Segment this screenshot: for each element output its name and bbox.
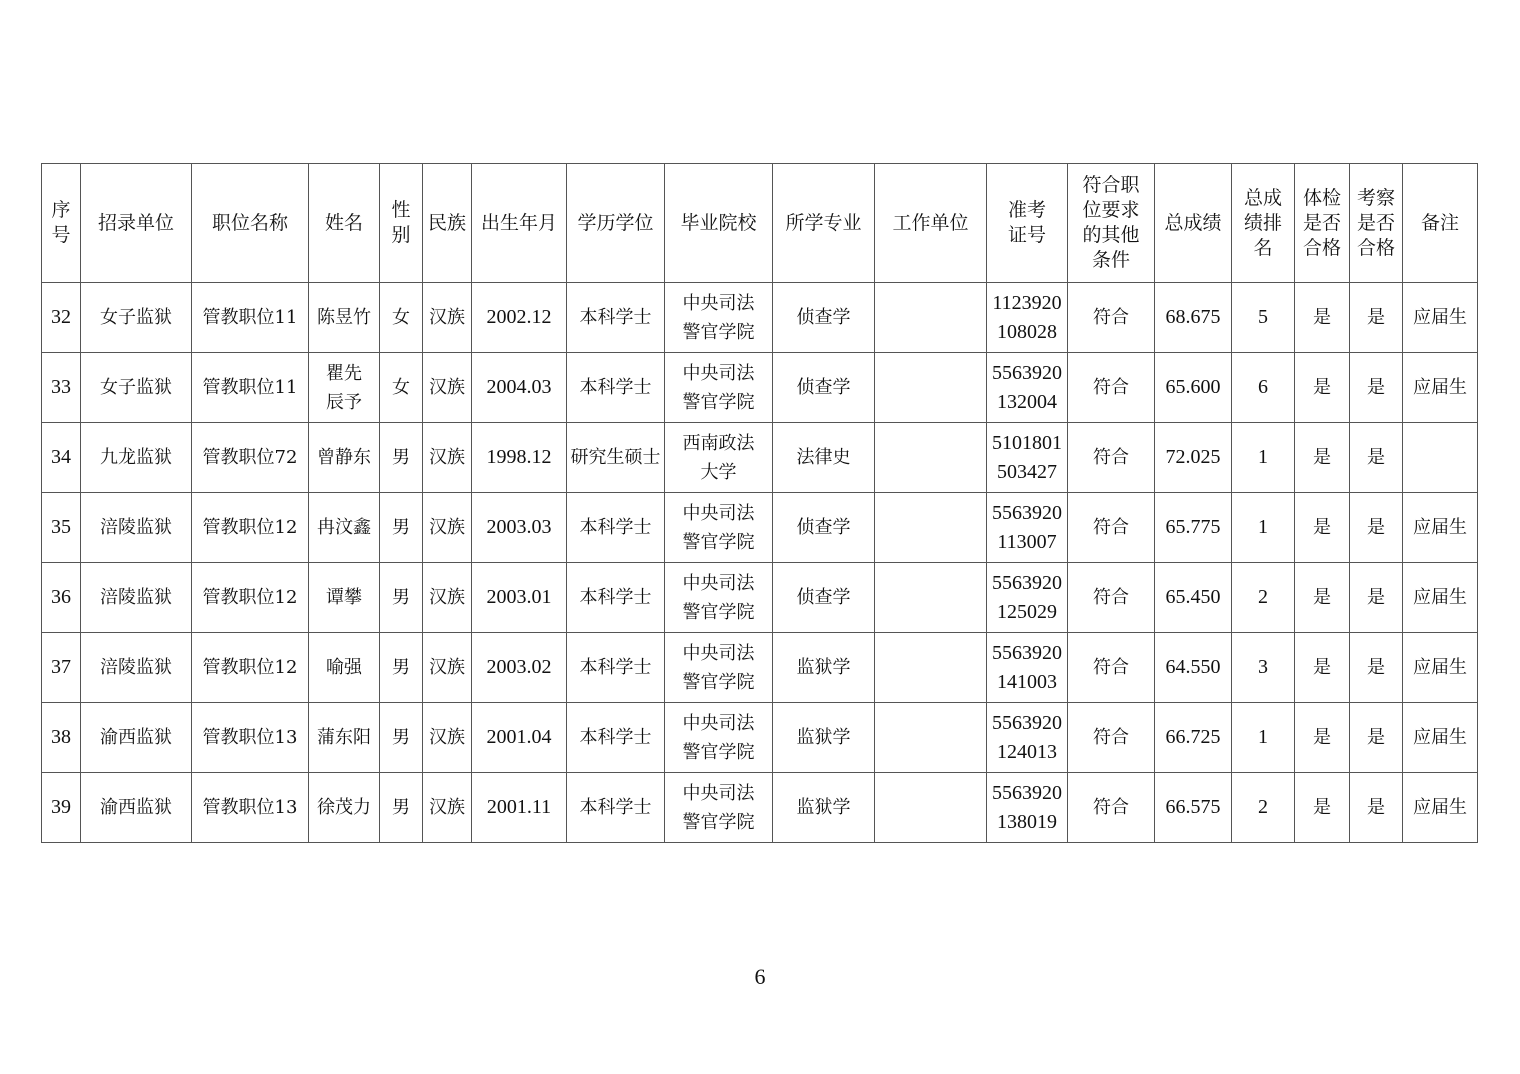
cell-degree: 本科学士 bbox=[567, 703, 665, 773]
cell-line: 5563920 bbox=[992, 361, 1062, 384]
cell-seq: 39 bbox=[42, 773, 81, 843]
table-row bbox=[42, 563, 1478, 633]
cell-line: 5563920 bbox=[992, 641, 1062, 664]
cell-line: 警官学院 bbox=[682, 321, 755, 343]
cell-ethnicity: 汉族 bbox=[423, 773, 472, 843]
cell-score: 68.675 bbox=[1155, 283, 1232, 353]
cell-workplace bbox=[875, 283, 987, 353]
header-line: 招录单位 bbox=[97, 211, 174, 234]
cell-rank: 2 bbox=[1232, 563, 1295, 633]
cell-school bbox=[665, 493, 773, 563]
table-row bbox=[42, 773, 1478, 843]
cell-line: 警官学院 bbox=[682, 741, 755, 763]
cell-unit: 涪陵监狱 bbox=[81, 563, 192, 633]
page-number: 6 bbox=[754, 964, 766, 989]
cell-inspection: 是 bbox=[1350, 493, 1403, 563]
cell-unit: 涪陵监狱 bbox=[81, 633, 192, 703]
cell-meets: 符合 bbox=[1068, 493, 1155, 563]
cell-line: 警官学院 bbox=[682, 601, 755, 623]
cell-ethnicity: 汉族 bbox=[423, 563, 472, 633]
cell-position: 管教职位12 bbox=[192, 493, 309, 563]
cell-position: 管教职位11 bbox=[192, 353, 309, 423]
cell-gender: 男 bbox=[380, 423, 423, 493]
cell-note bbox=[1403, 423, 1478, 493]
cell-workplace bbox=[875, 773, 987, 843]
cell-inspection: 是 bbox=[1350, 423, 1403, 493]
cell-school bbox=[665, 633, 773, 703]
header-line: 合格 bbox=[1302, 236, 1341, 259]
cell-workplace bbox=[875, 493, 987, 563]
cell-exam-id bbox=[987, 283, 1068, 353]
cell-name bbox=[309, 423, 380, 493]
cell-position: 管教职位72 bbox=[192, 423, 309, 493]
cell-line: 5563920 bbox=[992, 711, 1062, 734]
cell-name bbox=[309, 633, 380, 703]
header-major bbox=[773, 164, 875, 283]
cell-meets: 符合 bbox=[1068, 773, 1155, 843]
cell-note: 应届生 bbox=[1403, 633, 1478, 703]
results-table bbox=[41, 163, 1478, 843]
results-table-container bbox=[41, 163, 1478, 843]
cell-line: 警官学院 bbox=[682, 531, 755, 553]
table-row bbox=[42, 423, 1478, 493]
header-line: 总成 bbox=[1243, 186, 1282, 209]
table-body bbox=[42, 283, 1478, 843]
cell-note: 应届生 bbox=[1403, 773, 1478, 843]
header-degree bbox=[567, 164, 665, 283]
cell-name bbox=[309, 773, 380, 843]
header-school bbox=[665, 164, 773, 283]
cell-inspection: 是 bbox=[1350, 773, 1403, 843]
table-row bbox=[42, 353, 1478, 423]
header-line: 符合职 bbox=[1082, 174, 1140, 196]
header-line: 姓名 bbox=[324, 211, 363, 234]
cell-degree: 本科学士 bbox=[567, 493, 665, 563]
cell-position: 管教职位11 bbox=[192, 283, 309, 353]
cell-birth: 2001.11 bbox=[472, 773, 567, 843]
table-row bbox=[42, 633, 1478, 703]
header-line: 工作单位 bbox=[892, 211, 969, 234]
cell-exam-id bbox=[987, 773, 1068, 843]
cell-line: 警官学院 bbox=[682, 811, 755, 833]
cell-major: 监狱学 bbox=[773, 703, 875, 773]
cell-line: 警官学院 bbox=[682, 391, 755, 413]
header-position bbox=[192, 164, 309, 283]
header-line: 考察 bbox=[1356, 186, 1395, 209]
cell-score: 66.725 bbox=[1155, 703, 1232, 773]
cell-line: 中央司法 bbox=[682, 362, 755, 384]
header-line: 条件 bbox=[1091, 249, 1130, 271]
cell-seq: 37 bbox=[42, 633, 81, 703]
cell-inspection: 是 bbox=[1350, 563, 1403, 633]
cell-line: 503427 bbox=[997, 460, 1057, 483]
cell-major: 监狱学 bbox=[773, 773, 875, 843]
cell-unit: 女子监狱 bbox=[81, 353, 192, 423]
cell-birth: 2004.03 bbox=[472, 353, 567, 423]
cell-exam-id bbox=[987, 493, 1068, 563]
cell-rank: 1 bbox=[1232, 423, 1295, 493]
cell-unit: 涪陵监狱 bbox=[81, 493, 192, 563]
cell-name bbox=[309, 353, 380, 423]
cell-name bbox=[309, 563, 380, 633]
cell-line: 132004 bbox=[997, 390, 1057, 413]
cell-school bbox=[665, 563, 773, 633]
header-line: 出生年月 bbox=[480, 211, 557, 234]
cell-birth: 2001.04 bbox=[472, 703, 567, 773]
cell-workplace bbox=[875, 703, 987, 773]
cell-position: 管教职位13 bbox=[192, 703, 309, 773]
cell-workplace bbox=[875, 353, 987, 423]
cell-major: 法律史 bbox=[773, 423, 875, 493]
cell-ethnicity: 汉族 bbox=[423, 493, 472, 563]
cell-degree: 本科学士 bbox=[567, 633, 665, 703]
header-line: 所学专业 bbox=[785, 211, 862, 234]
header-gender bbox=[380, 164, 423, 283]
cell-ethnicity: 汉族 bbox=[423, 703, 472, 773]
cell-line: 141003 bbox=[997, 670, 1057, 693]
cell-physical: 是 bbox=[1295, 703, 1350, 773]
header-line: 别 bbox=[391, 224, 411, 246]
cell-seq: 34 bbox=[42, 423, 81, 493]
cell-school bbox=[665, 773, 773, 843]
header-line: 毕业院校 bbox=[680, 211, 757, 234]
cell-birth: 2003.03 bbox=[472, 493, 567, 563]
cell-physical: 是 bbox=[1295, 283, 1350, 353]
cell-line: 中央司法 bbox=[682, 712, 755, 734]
header-line: 序 bbox=[51, 199, 71, 221]
cell-birth: 2003.02 bbox=[472, 633, 567, 703]
cell-degree: 本科学士 bbox=[567, 563, 665, 633]
header-line: 民族 bbox=[427, 211, 466, 234]
cell-line: 中央司法 bbox=[682, 642, 755, 664]
cell-degree: 本科学士 bbox=[567, 283, 665, 353]
cell-seq: 38 bbox=[42, 703, 81, 773]
cell-line: 西南政法 bbox=[682, 432, 755, 454]
cell-unit: 九龙监狱 bbox=[81, 423, 192, 493]
cell-degree: 本科学士 bbox=[567, 353, 665, 423]
cell-gender: 女 bbox=[380, 283, 423, 353]
cell-rank: 6 bbox=[1232, 353, 1295, 423]
cell-meets: 符合 bbox=[1068, 353, 1155, 423]
header-line: 体检 bbox=[1302, 186, 1341, 209]
cell-note: 应届生 bbox=[1403, 563, 1478, 633]
cell-meets: 符合 bbox=[1068, 423, 1155, 493]
cell-note: 应届生 bbox=[1403, 703, 1478, 773]
cell-rank: 1 bbox=[1232, 493, 1295, 563]
cell-line: 108028 bbox=[997, 320, 1057, 343]
cell-position: 管教职位12 bbox=[192, 563, 309, 633]
header-ethnicity bbox=[423, 164, 472, 283]
cell-inspection: 是 bbox=[1350, 703, 1403, 773]
cell-exam-id bbox=[987, 563, 1068, 633]
cell-line: 陈昱竹 bbox=[317, 307, 371, 328]
header-line: 学历学位 bbox=[577, 211, 654, 234]
header-workplace bbox=[875, 164, 987, 283]
cell-line: 124013 bbox=[997, 740, 1057, 763]
cell-physical: 是 bbox=[1295, 353, 1350, 423]
cell-physical: 是 bbox=[1295, 423, 1350, 493]
cell-exam-id bbox=[987, 423, 1068, 493]
cell-major: 侦查学 bbox=[773, 353, 875, 423]
cell-line: 中央司法 bbox=[682, 572, 755, 594]
cell-physical: 是 bbox=[1295, 773, 1350, 843]
cell-gender: 女 bbox=[380, 353, 423, 423]
cell-name bbox=[309, 283, 380, 353]
cell-school bbox=[665, 283, 773, 353]
table-row bbox=[42, 703, 1478, 773]
cell-unit: 渝西监狱 bbox=[81, 703, 192, 773]
cell-ethnicity: 汉族 bbox=[423, 423, 472, 493]
cell-line: 徐茂力 bbox=[317, 797, 371, 818]
cell-line: 125029 bbox=[997, 600, 1057, 623]
table-row bbox=[42, 493, 1478, 563]
header-line: 准考 bbox=[1007, 199, 1046, 221]
header-inspection bbox=[1350, 164, 1403, 283]
cell-line: 中央司法 bbox=[682, 502, 755, 524]
cell-inspection: 是 bbox=[1350, 283, 1403, 353]
cell-exam-id bbox=[987, 703, 1068, 773]
cell-birth: 2002.12 bbox=[472, 283, 567, 353]
cell-gender: 男 bbox=[380, 493, 423, 563]
cell-unit: 渝西监狱 bbox=[81, 773, 192, 843]
cell-line: 瞿先 bbox=[326, 362, 362, 384]
cell-line: 5101801 bbox=[992, 431, 1062, 454]
header-meets-conditions bbox=[1068, 164, 1155, 283]
cell-birth: 2003.01 bbox=[472, 563, 567, 633]
cell-major: 侦查学 bbox=[773, 563, 875, 633]
header-line: 绩排 bbox=[1243, 211, 1282, 234]
header-line: 备注 bbox=[1420, 211, 1459, 234]
header-birth bbox=[472, 164, 567, 283]
cell-seq: 36 bbox=[42, 563, 81, 633]
cell-major: 监狱学 bbox=[773, 633, 875, 703]
cell-unit: 女子监狱 bbox=[81, 283, 192, 353]
cell-line: 曾静东 bbox=[317, 447, 371, 468]
header-line: 号 bbox=[51, 224, 71, 246]
cell-line: 蒲东阳 bbox=[317, 727, 371, 748]
cell-line: 5563920 bbox=[992, 501, 1062, 524]
cell-school bbox=[665, 423, 773, 493]
cell-workplace bbox=[875, 423, 987, 493]
cell-seq: 33 bbox=[42, 353, 81, 423]
header-score bbox=[1155, 164, 1232, 283]
cell-rank: 1 bbox=[1232, 703, 1295, 773]
cell-rank: 5 bbox=[1232, 283, 1295, 353]
header-line: 的其他 bbox=[1082, 224, 1140, 246]
cell-position: 管教职位12 bbox=[192, 633, 309, 703]
cell-birth: 1998.12 bbox=[472, 423, 567, 493]
header-line: 名 bbox=[1253, 236, 1273, 259]
cell-line: 113007 bbox=[997, 530, 1057, 553]
cell-score: 65.600 bbox=[1155, 353, 1232, 423]
cell-gender: 男 bbox=[380, 773, 423, 843]
header-note bbox=[1403, 164, 1478, 283]
cell-exam-id bbox=[987, 633, 1068, 703]
header-rank bbox=[1232, 164, 1295, 283]
header-line: 是否 bbox=[1302, 211, 1341, 234]
cell-ethnicity: 汉族 bbox=[423, 633, 472, 703]
cell-inspection: 是 bbox=[1350, 633, 1403, 703]
cell-line: 谭攀 bbox=[326, 587, 362, 608]
cell-gender: 男 bbox=[380, 633, 423, 703]
cell-physical: 是 bbox=[1295, 493, 1350, 563]
cell-note: 应届生 bbox=[1403, 353, 1478, 423]
cell-gender: 男 bbox=[380, 703, 423, 773]
cell-seq: 32 bbox=[42, 283, 81, 353]
header-line: 职位名称 bbox=[211, 211, 288, 234]
cell-meets: 符合 bbox=[1068, 563, 1155, 633]
cell-note: 应届生 bbox=[1403, 493, 1478, 563]
header-exam-id bbox=[987, 164, 1068, 283]
header-seq bbox=[42, 164, 81, 283]
header-line: 合格 bbox=[1356, 236, 1395, 259]
cell-score: 64.550 bbox=[1155, 633, 1232, 703]
cell-score: 72.025 bbox=[1155, 423, 1232, 493]
cell-name bbox=[309, 493, 380, 563]
cell-school bbox=[665, 353, 773, 423]
cell-gender: 男 bbox=[380, 563, 423, 633]
cell-degree: 本科学士 bbox=[567, 773, 665, 843]
header-line: 是否 bbox=[1356, 211, 1395, 234]
cell-line: 辰予 bbox=[326, 391, 362, 413]
cell-position: 管教职位13 bbox=[192, 773, 309, 843]
header-line: 性 bbox=[391, 199, 411, 221]
cell-line: 大学 bbox=[700, 461, 737, 483]
cell-score: 65.450 bbox=[1155, 563, 1232, 633]
cell-major: 侦查学 bbox=[773, 283, 875, 353]
header-name bbox=[309, 164, 380, 283]
cell-line: 1123920 bbox=[992, 291, 1062, 314]
cell-ethnicity: 汉族 bbox=[423, 353, 472, 423]
cell-major: 侦查学 bbox=[773, 493, 875, 563]
cell-seq: 35 bbox=[42, 493, 81, 563]
cell-meets: 符合 bbox=[1068, 633, 1155, 703]
cell-line: 5563920 bbox=[992, 571, 1062, 594]
cell-rank: 3 bbox=[1232, 633, 1295, 703]
cell-ethnicity: 汉族 bbox=[423, 283, 472, 353]
table-row bbox=[42, 283, 1478, 353]
cell-workplace bbox=[875, 633, 987, 703]
cell-line: 中央司法 bbox=[682, 292, 755, 314]
cell-score: 65.775 bbox=[1155, 493, 1232, 563]
cell-line: 5563920 bbox=[992, 781, 1062, 804]
cell-line: 冉汶鑫 bbox=[317, 517, 371, 538]
header-line: 证号 bbox=[1007, 224, 1046, 246]
cell-rank: 2 bbox=[1232, 773, 1295, 843]
cell-name bbox=[309, 703, 380, 773]
header-physical bbox=[1295, 164, 1350, 283]
header-unit bbox=[81, 164, 192, 283]
cell-line: 138019 bbox=[997, 810, 1057, 833]
cell-meets: 符合 bbox=[1068, 703, 1155, 773]
cell-line: 喻强 bbox=[326, 657, 362, 678]
cell-workplace bbox=[875, 563, 987, 633]
cell-line: 警官学院 bbox=[682, 671, 755, 693]
cell-score: 66.575 bbox=[1155, 773, 1232, 843]
cell-exam-id bbox=[987, 353, 1068, 423]
cell-school bbox=[665, 703, 773, 773]
cell-degree: 研究生硕士 bbox=[567, 423, 665, 493]
header-line: 总成绩 bbox=[1164, 211, 1222, 234]
cell-line: 中央司法 bbox=[682, 782, 755, 804]
cell-inspection: 是 bbox=[1350, 353, 1403, 423]
cell-physical: 是 bbox=[1295, 563, 1350, 633]
header-line: 位要求 bbox=[1082, 199, 1140, 221]
cell-meets: 符合 bbox=[1068, 283, 1155, 353]
cell-note: 应届生 bbox=[1403, 283, 1478, 353]
cell-physical: 是 bbox=[1295, 633, 1350, 703]
table-header-row bbox=[42, 164, 1478, 283]
